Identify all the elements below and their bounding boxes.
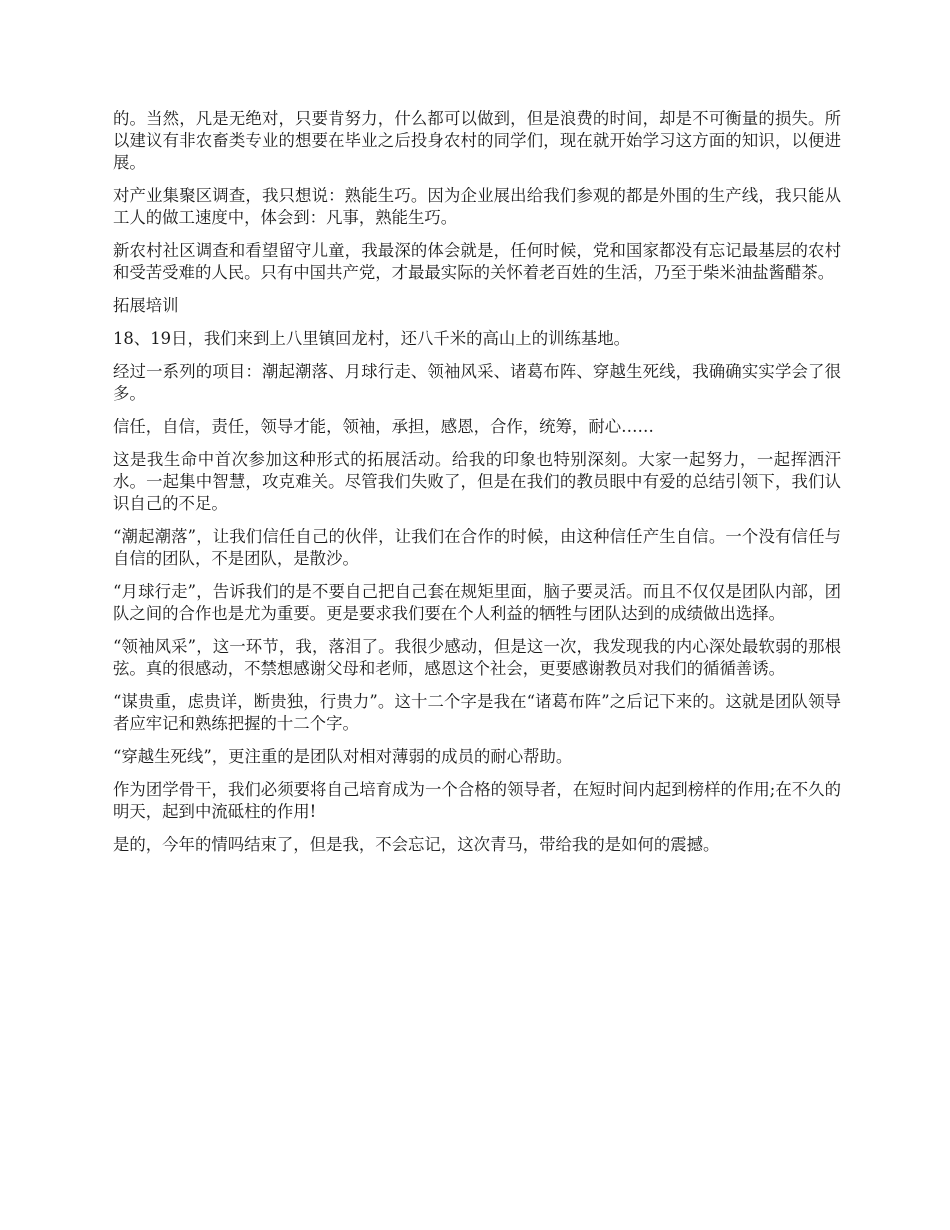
paragraph: 新农村社区调查和看望留守儿童，我最深的体会就是，任何时候，党和国家都没有忘记最基层的农村和受苦受难的人民。只有中国共产党，才最最实际的关怀着老百姓的生活，乃至于柴米油盐酱醋茶。	[113, 241, 841, 282]
section-heading: 拓展培训	[113, 296, 179, 315]
paragraph: 是的，今年的情吗结束了，但是我，不会忘记，这次青马，带给我的是如何的震撼。	[113, 835, 720, 854]
paragraph: “潮起潮落”，让我们信任自己的伙伴，让我们在合作的时候，由这种信任产生自信。一个没有信任与自信的团队，不是团队，是散沙。	[113, 527, 841, 568]
paragraph: 18、19日，我们来到上八里镇回龙村，还八千米的高山上的训练基地。	[113, 329, 631, 348]
document-body	[113, 108, 841, 867]
paragraph: “月球行走”，告诉我们的是不要自己把自己套在规矩里面，脑子要灵活。而且不仅仅是团队内部，团队之间的合作也是尤为重要。更是要求我们要在个人利益的牺牲与团队达到的成绩做出选择。	[113, 582, 841, 623]
paragraph: “谋贵重，虑贵详，断贵独，行贵力”。这十二个字是我在“诸葛布阵”之后记下来的。这就是团队领导者应牢记和熟练把握的十二个字。	[113, 692, 841, 733]
paragraph: 对产业集聚区调查，我只想说：熟能生巧。因为企业展出给我们参观的都是外围的生产线，我只能从工人的做工速度中，体会到：凡事，熟能生巧。	[113, 186, 841, 227]
paragraph: 作为团学骨干，我们必须要将自己培育成为一个合格的领导者，在短时间内起到榜样的作用;在不久的明天，起到中流砥柱的作用!	[113, 780, 841, 821]
paragraph: “领袖风采”，这一环节，我，落泪了。我很少感动，但是这一次，我发现我的内心深处最软弱的那根弦。真的很感动，不禁想感谢父母和老师，感恩这个社会，更要感谢教员对我们的循循善诱。	[113, 637, 841, 678]
paragraph: 这是我生命中首次参加这种形式的拓展活动。给我的印象也特别深刻。大家一起努力，一起挥洒汗水。一起集中智慧，攻克难关。尽管我们失败了，但是在我们的教员眼中有爱的总结引领下，我们认识自己的不足。	[113, 450, 841, 513]
paragraph: 的。当然，凡是无绝对，只要肯努力，什么都可以做到，但是浪费的时间，却是不可衡量的损失。所以建议有非农畜类专业的想要在毕业之后投身农村的同学们，现在就开始学习这方面的知识，以便进展。	[113, 109, 841, 172]
paragraph: 经过一系列的项目：潮起潮落、月球行走、领袖风采、诸葛布阵、穿越生死线，我确确实实学会了很多。	[113, 362, 841, 403]
paragraph: 信任，自信，责任，领导才能，领袖，承担，感恩，合作，统筹，耐心……	[113, 417, 654, 436]
paragraph: “穿越生死线”，更注重的是团队对相对薄弱的成员的耐心帮助。	[113, 747, 573, 766]
